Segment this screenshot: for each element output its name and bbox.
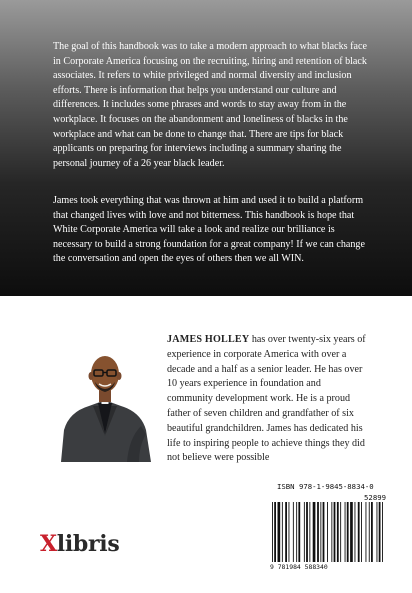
back-cover-description-panel [0, 0, 412, 296]
author-name: JAMES HOLLEY [167, 334, 250, 345]
publisher-logo [40, 531, 119, 557]
description-paragraph-2: James took everything that was thrown at him and used it to build a platform that changed lives with love and not bitterness. This handbook is hope that White Corporate America will take a look and realize our brilliance is necessary to build a strong foundation for a great company! If we can change the conversation and open the eyes of others then we all WIN. [53, 195, 365, 265]
author-bio [167, 333, 367, 466]
isbn-text: ISBN 978-1-9845-8834-0 [277, 482, 374, 491]
publisher-logo-initial: X [40, 531, 57, 557]
price-code: 52899 [364, 493, 386, 502]
description-paragraph-1: The goal of this handbook was to take a modern approach to what blacks face in Corporate America focusing on the recruiting, hiring and retention of black associates. It refers to white privileged and normal diversity and inclusion efforts. There is information that helps you understand our culture and differences. It includes some phrases and words to stay away from in the workplace. It focuses on the abandonment and loneliness of blacks in the workplace and what can be done to change that. There are tips for black applicants on preparing for interviews including a summary sharing the personal journey of a 26 year black leader. [53, 41, 367, 169]
barcode [268, 502, 386, 562]
author-bio-text: has over twenty-six years of experience in corporate America with over a decade and a half as a senior leader. He has over 10 years experience in foundation and community development work. He is a proud father of seven children and grandfather of six beautiful grandchildren. James has dedicated his life to inspiring people to achieve things they did not believe were possible [167, 334, 366, 464]
barcode-digits: 9 781984 588340 [270, 563, 328, 571]
author-photo [55, 334, 155, 462]
publisher-logo-rest: libris [56, 531, 120, 557]
